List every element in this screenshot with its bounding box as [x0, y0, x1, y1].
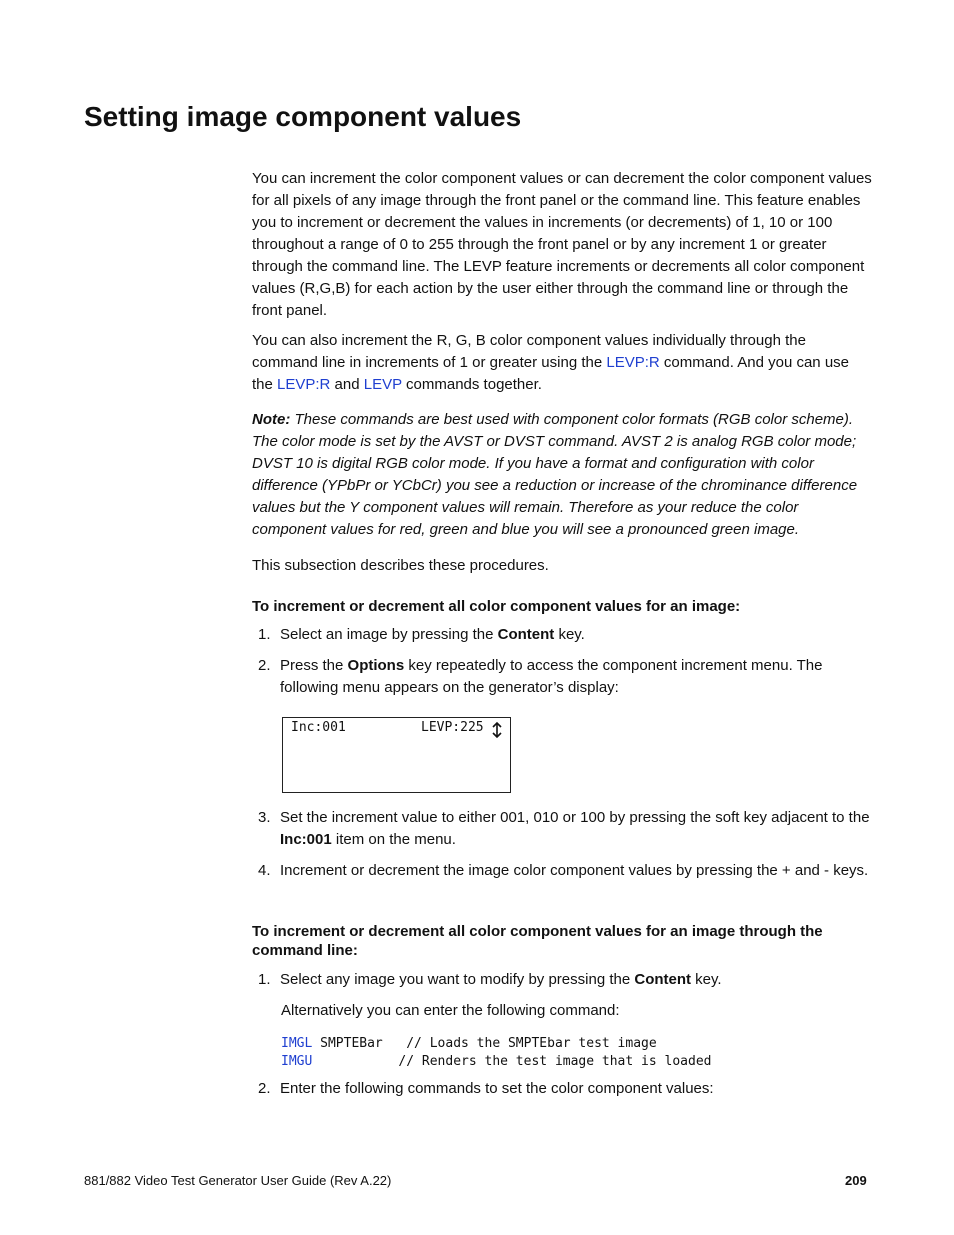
- code-comment: // Renders the test image that is loaded: [312, 1054, 712, 1069]
- display-increment: Inc:001: [291, 720, 346, 735]
- footer-title: 881/882 Video Test Generator User Guide (Rev A.22): [84, 1173, 392, 1188]
- up-down-arrow-icon: [491, 721, 503, 739]
- text-span: Press the: [280, 657, 348, 674]
- step-number: 3.: [258, 809, 271, 826]
- page-title: Setting image component values: [84, 101, 522, 132]
- step-number: 1.: [258, 626, 271, 643]
- procedure-heading-front-panel: To increment or decrement all color component values for an image:: [252, 598, 741, 615]
- text-span: Set the increment value to either 001, 010 or 100 by pressing the soft key adjacent to the: [280, 809, 870, 826]
- step-text: [280, 969, 870, 991]
- code-comment: SMPTEBar // Loads the SMPTEbar test image: [312, 1036, 657, 1051]
- text-span: and: [330, 376, 364, 393]
- content-key: Content: [497, 626, 555, 643]
- step-text: [280, 807, 870, 851]
- step-text: Increment or decrement the image color component values by pressing the + and - keys.: [280, 862, 869, 879]
- step-text: [280, 655, 870, 699]
- text-span: key.: [691, 971, 722, 988]
- code-line: [281, 1035, 657, 1053]
- text-span: key.: [554, 626, 585, 643]
- text-span: You can also increment the R, G, B color component values individually through the command line in increments of 1 or greater using the: [252, 332, 806, 371]
- step-number: 2.: [258, 657, 271, 674]
- note-text: These commands are best used with component color formats (RGB color scheme). The color mode is set by the AVST or DVST command. AVST 2 is analog RGB color mode; DVST 10 is digital RGB color mode. If you have a format and configuration with color difference (YPbPr or YCbCr) you see a reduction or increase of the chrominance difference values but the Y component values will remain. Therefore as your reduce the color component values for red, green and blue you will see a pronounced green image.: [252, 411, 858, 538]
- step-text: Enter the following commands to set the color component values:: [280, 1080, 714, 1097]
- step-number: 2.: [258, 1080, 271, 1097]
- text-span: command. And you can use the: [252, 354, 849, 393]
- subsection-paragraph: This subsection describes these procedures.: [252, 557, 549, 574]
- generator-display: [282, 717, 511, 793]
- imgl-command-link[interactable]: IMGL: [281, 1036, 313, 1051]
- text-span: Select any image you want to modify by pressing the: [280, 971, 635, 988]
- imgu-command-link[interactable]: IMGU: [281, 1054, 313, 1069]
- step-number: 4.: [258, 862, 271, 879]
- text-span: commands together.: [401, 376, 542, 393]
- alternative-text: Alternatively you can enter the following command:: [281, 1002, 620, 1019]
- levp-r-link[interactable]: LEVP:R: [606, 354, 660, 371]
- inc-item: Inc:001: [280, 831, 332, 848]
- step-number: 1.: [258, 971, 271, 988]
- options-key: Options: [347, 657, 405, 674]
- display-levp-value: LEVP:225: [421, 720, 484, 735]
- text-span: item on the menu.: [331, 831, 456, 848]
- content-key: Content: [634, 971, 692, 988]
- code-line: [281, 1053, 711, 1071]
- page-number: 209: [845, 1173, 867, 1188]
- note-label: Note:: [252, 411, 291, 428]
- text-span: Select an image by pressing the: [280, 626, 498, 643]
- levp-link[interactable]: LEVP: [363, 376, 402, 393]
- step-text: [280, 624, 870, 646]
- levp-paragraph: [252, 330, 874, 396]
- note: [252, 409, 874, 541]
- intro-paragraph: You can increment the color component values or can decrement the color component values for all pixels of any image through the front panel or the command line. This feature enables you to increment or decrement the values in increments (or decrements) of 1, 10 or 100 throughout a range of 0 to 255 through the front panel or by any increment 1 or greater through the command line. The LEVP feature increments or decrements all color component values (R,G,B) for each action by the user either through the command line or through the front panel.: [252, 170, 872, 319]
- procedure-heading-command-line: To increment or decrement all color component values for an image through the command line:: [252, 923, 823, 959]
- levp-r-link-2[interactable]: LEVP:R: [277, 376, 331, 393]
- text-span: key repeatedly to access the component increment menu. The following menu appears on the generator’s display:: [280, 657, 823, 696]
